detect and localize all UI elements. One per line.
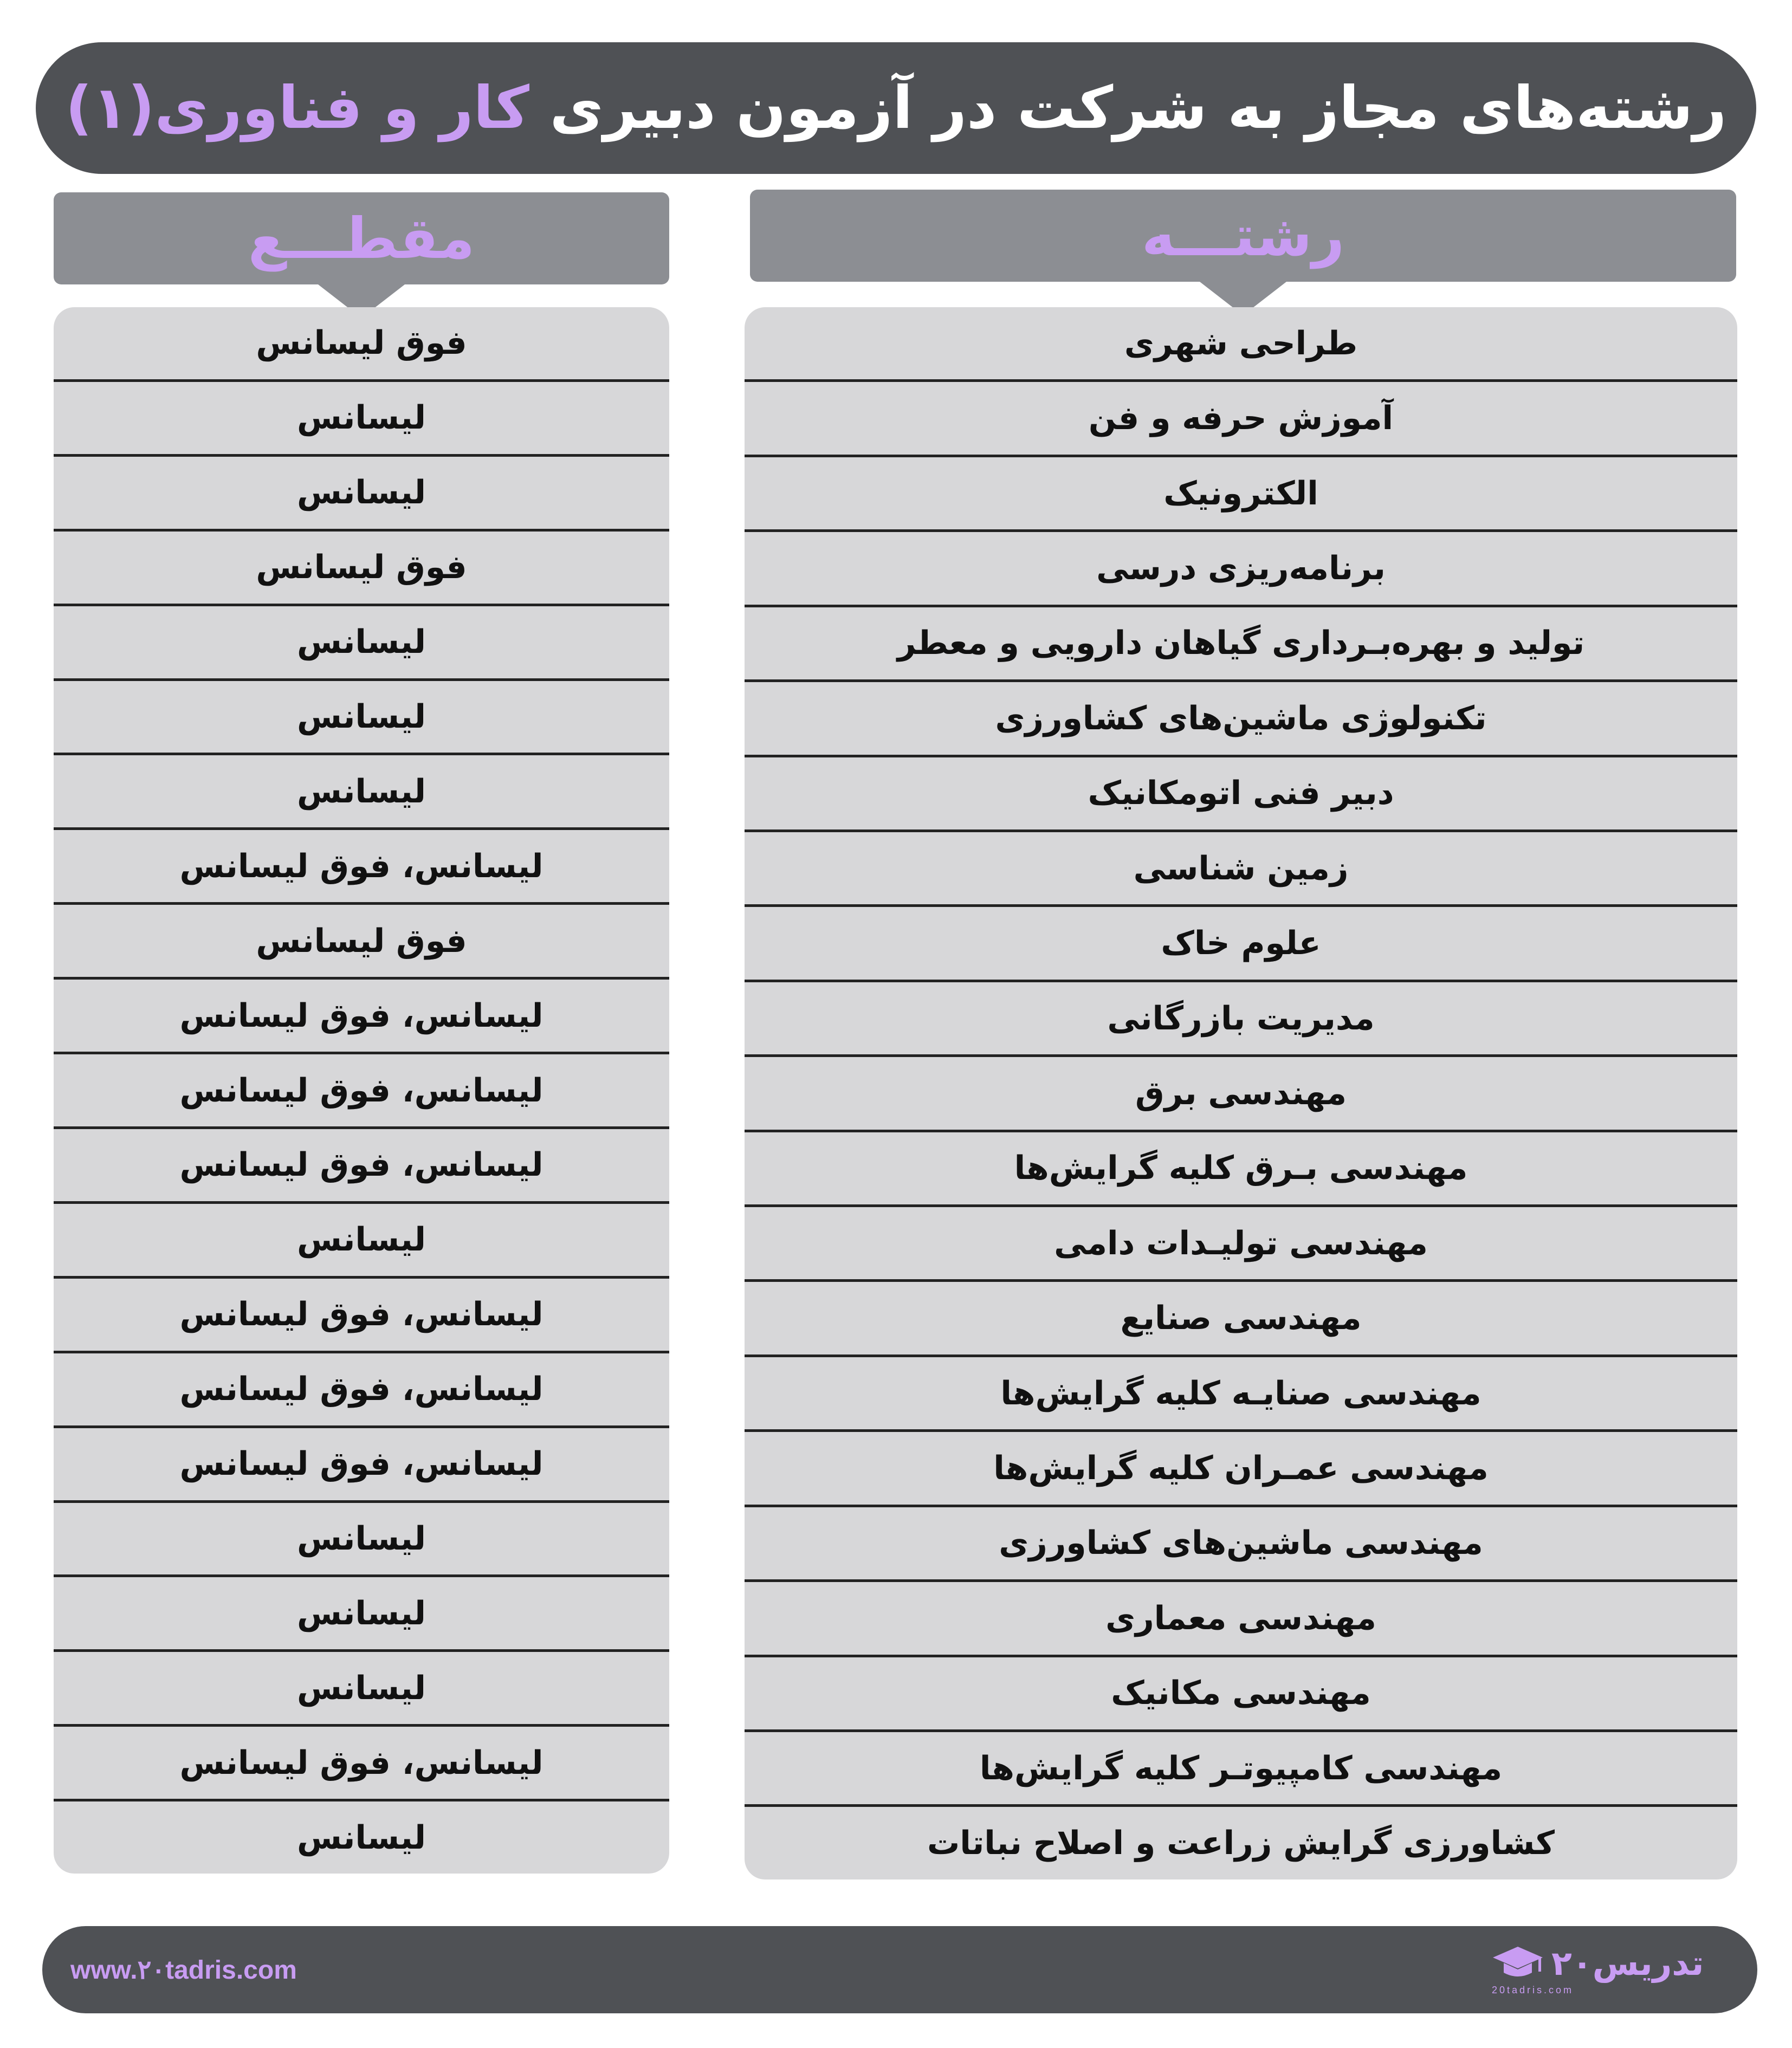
- degree-text: لیسانس: [297, 623, 426, 662]
- degree-row: [54, 1204, 669, 1279]
- field-text: علوم خاک: [1161, 924, 1321, 963]
- degree-row: [54, 1054, 669, 1129]
- degree-text: لیسانس، فوق لیسانس: [179, 1370, 544, 1409]
- degree-row: [54, 1727, 669, 1801]
- degree-text: لیسانس: [297, 399, 426, 437]
- header-banner: [36, 42, 1756, 174]
- field-text: زمین شناسی: [1133, 849, 1349, 887]
- field-row: [745, 1282, 1737, 1357]
- degree-row: [54, 382, 669, 457]
- degree-row: [54, 755, 669, 830]
- field-text: برنامه‌ریزی درسی: [1096, 549, 1386, 587]
- field-text: تکنولوژی ماشین‌های کشاورزی: [995, 699, 1487, 737]
- field-list-panel: [745, 307, 1737, 1880]
- field-row: [745, 532, 1737, 607]
- degree-text: لیسانس، فوق لیسانس: [179, 1295, 544, 1334]
- field-text: مهندسی ماشین‌های کشاورزی: [999, 1524, 1483, 1563]
- field-text: مهندسی عمـران کلیه گرایش‌ها: [993, 1449, 1489, 1488]
- brand-logo-main: [1492, 1945, 1704, 1982]
- degree-text: لیسانس: [297, 474, 426, 512]
- degree-text: لیسانس: [297, 1221, 426, 1259]
- field-text: مهندسی بـرق کلیه گرایش‌ها: [1014, 1149, 1468, 1188]
- field-column-label: [750, 190, 1736, 282]
- degree-row: [54, 980, 669, 1054]
- degree-text: لیسانس، فوق لیسانس: [179, 996, 544, 1035]
- degree-row: [54, 830, 669, 905]
- degree-row: [54, 457, 669, 532]
- degree-list-panel: [54, 307, 669, 1874]
- degree-text: لیسانس: [297, 772, 426, 811]
- degree-column-label: [54, 192, 669, 284]
- degree-text: لیسانس، فوق لیسانس: [179, 1445, 544, 1483]
- field-row: [745, 682, 1737, 757]
- degree-row: [54, 1801, 669, 1874]
- field-row: [745, 1432, 1737, 1507]
- degree-text: لیسانس: [297, 1519, 426, 1558]
- field-text: دبیر فنی اتومکانیک: [1088, 774, 1394, 813]
- footer-bar: [42, 1926, 1757, 2013]
- degree-row: [54, 1577, 669, 1652]
- brand-logo-subtext: 20tadris.com: [1492, 1984, 1574, 1995]
- field-text: کشاورزی گرایش زراعت و اصلاح نباتات: [927, 1824, 1555, 1863]
- field-text: مهندسی معماری: [1105, 1599, 1376, 1637]
- page-title: [65, 74, 1727, 142]
- degree-list: [54, 307, 669, 1874]
- field-row: [745, 1357, 1737, 1432]
- field-row: [745, 1132, 1737, 1207]
- field-row: [745, 832, 1737, 907]
- field-text: تولید و بهره‌بـرداری گیاهان دارویی و معطر: [897, 624, 1585, 663]
- degree-text: لیسانس: [297, 697, 426, 736]
- degree-row: [54, 1129, 669, 1204]
- field-row: [745, 457, 1737, 532]
- degree-text: فوق لیسانس: [256, 548, 467, 587]
- field-text: مهندسی برق: [1135, 1074, 1347, 1112]
- field-text: الکترونیک: [1163, 474, 1318, 513]
- degree-row: [54, 307, 669, 382]
- degree-row: [54, 1353, 669, 1428]
- degree-row: [54, 1428, 669, 1503]
- degree-row: [54, 606, 669, 681]
- degree-text: لیسانس: [297, 1818, 426, 1857]
- field-text: آموزش حرفه و فن: [1088, 399, 1394, 438]
- field-row: [745, 757, 1737, 832]
- degree-row: [54, 681, 669, 756]
- degree-row: [54, 1503, 669, 1578]
- field-row: [745, 607, 1737, 682]
- field-row: [745, 1657, 1737, 1732]
- field-row: [745, 1507, 1737, 1582]
- degree-text: لیسانس: [297, 1669, 426, 1707]
- field-text: مدیریت بازرگانی: [1107, 999, 1375, 1038]
- website-link[interactable]: www.۲۰tadris.com: [70, 1955, 297, 1985]
- field-row: [745, 1582, 1737, 1657]
- degree-row: [54, 905, 669, 980]
- page-title-accent: کار و فناوری(۱): [65, 74, 529, 142]
- field-row: [745, 907, 1737, 982]
- field-row: [745, 1057, 1737, 1132]
- graduation-cap-icon: [1492, 1945, 1544, 1982]
- field-text: طراحی شهری: [1124, 324, 1358, 362]
- field-text: مهندسی صنایـه کلیه گرایش‌ها: [1000, 1374, 1482, 1412]
- field-text: مهندسی تولیـدات دامی: [1054, 1224, 1428, 1262]
- field-row: [745, 1207, 1737, 1282]
- degree-text: لیسانس، فوق لیسانس: [179, 1146, 544, 1184]
- field-text: مهندسی مکانیک: [1111, 1674, 1371, 1713]
- field-row: [745, 307, 1737, 382]
- degree-text: فوق لیسانس: [256, 922, 467, 960]
- degree-text: لیسانس، فوق لیسانس: [179, 1071, 544, 1110]
- degree-row: [54, 1652, 669, 1727]
- degree-text: لیسانس، فوق لیسانس: [179, 847, 544, 885]
- page-title-main: رشته‌های مجاز به شرکت در آزمون دبیری: [549, 74, 1727, 142]
- degree-text: فوق لیسانس: [256, 324, 467, 362]
- field-row: [745, 1732, 1737, 1807]
- degree-text: لیسانس: [297, 1594, 426, 1632]
- field-list: [745, 307, 1737, 1880]
- degree-text: لیسانس، فوق لیسانس: [179, 1744, 544, 1782]
- field-column-label-text: رشتـــه: [1141, 203, 1345, 269]
- field-text: مهندسی صنایع: [1120, 1299, 1362, 1338]
- field-text: مهندسی کامپیوتـر کلیه گرایش‌ها: [979, 1749, 1503, 1787]
- degree-row: [54, 1279, 669, 1353]
- brand-logo-text: ۲۰تدریس: [1551, 1943, 1704, 1983]
- degree-column-label-text: مقطـــع: [248, 205, 475, 271]
- brand-logo: [1492, 1940, 1719, 2000]
- field-row: [745, 382, 1737, 457]
- field-row: [745, 982, 1737, 1057]
- degree-row: [54, 532, 669, 606]
- field-row: [745, 1807, 1737, 1879]
